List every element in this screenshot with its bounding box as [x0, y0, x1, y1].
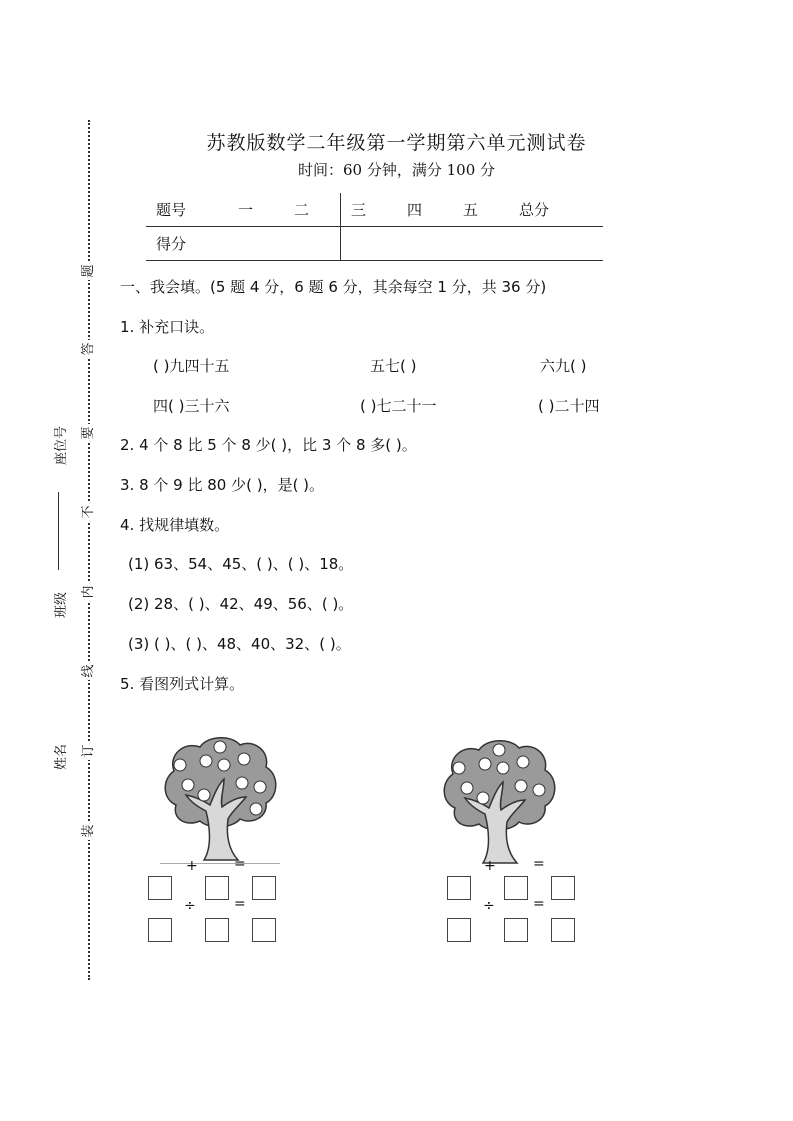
- score-cell[interactable]: [341, 227, 398, 261]
- margin-char-6: 线: [80, 662, 98, 680]
- margin-char-5: 内: [80, 583, 98, 601]
- score-cell[interactable]: [228, 227, 284, 261]
- score-header-cell: 题号: [146, 193, 228, 227]
- answer-box[interactable]: [551, 918, 575, 942]
- margin-char-7: 订: [80, 742, 98, 760]
- divide-sign: ÷: [184, 898, 196, 914]
- page-title: 苏教版数学二年级第一学期第六单元测试卷: [206, 132, 587, 154]
- score-header-cell: 总分: [509, 193, 603, 227]
- class-label: 班级: [54, 591, 69, 618]
- answer-box[interactable]: [205, 876, 229, 900]
- answer-box[interactable]: [447, 876, 471, 900]
- q4-sequence-3: (3) ( )、( )、48、40、32、( )。: [128, 635, 351, 653]
- answer-box[interactable]: [252, 918, 276, 942]
- question-4-title: 4. 找规律填数。: [120, 516, 230, 534]
- plus-sign: +: [186, 858, 198, 874]
- seat-label: 座位号: [54, 425, 69, 465]
- page-subtitle: 时间：60 分钟，满分 100 分: [297, 161, 496, 179]
- margin-char-2: 答: [80, 340, 98, 358]
- score-header-cell: 三: [341, 193, 398, 227]
- answer-box[interactable]: [252, 876, 276, 900]
- binding-dotted-line: [88, 120, 90, 980]
- question-5-title: 5. 看图列式计算。: [120, 675, 245, 693]
- score-table: [146, 193, 603, 261]
- apple-tree-image-left: [158, 735, 282, 865]
- name-label: 姓名: [54, 743, 69, 770]
- plus-sign: +: [484, 858, 496, 874]
- q4-sequence-1: (1) 63、54、45、( )、( )、18。: [128, 555, 354, 573]
- question-2: 2. 4 个 8 比 5 个 8 少( )，比 3 个 8 多( )。: [120, 436, 417, 454]
- score-row-label: 得分: [146, 227, 228, 261]
- divide-sign: ÷: [483, 898, 495, 914]
- equals-sign: =: [533, 856, 545, 872]
- q1-item: ( )二十四: [538, 397, 600, 415]
- answer-box[interactable]: [504, 918, 528, 942]
- margin-char-3: 要: [80, 424, 98, 442]
- answer-box[interactable]: [447, 918, 471, 942]
- answer-box[interactable]: [551, 876, 575, 900]
- apple-tree-image-right: [437, 738, 561, 868]
- equals-sign: =: [533, 896, 545, 912]
- answer-box[interactable]: [148, 876, 172, 900]
- score-cell[interactable]: [284, 227, 341, 261]
- question-1-title: 1. 补充口诀。: [120, 318, 215, 336]
- score-cell[interactable]: [509, 227, 603, 261]
- answer-box[interactable]: [148, 918, 172, 942]
- margin-char-1: 题: [80, 262, 98, 280]
- margin-char-8: 装: [80, 822, 98, 840]
- q1-item: 四( )三十六: [153, 397, 230, 415]
- answer-box[interactable]: [504, 876, 528, 900]
- score-header-cell: 五: [453, 193, 509, 227]
- seat-blank: [58, 492, 59, 570]
- question-3: 3. 8 个 9 比 80 少( )，是( )。: [120, 476, 325, 494]
- equals-sign: =: [234, 856, 246, 872]
- answer-box[interactable]: [205, 918, 229, 942]
- equation-divider: [160, 863, 280, 864]
- score-header-cell: 二: [284, 193, 341, 227]
- score-header-cell: 一: [228, 193, 284, 227]
- score-cell[interactable]: [453, 227, 509, 261]
- q1-item: 五七( ): [370, 357, 417, 375]
- section-heading: 一、我会填。(5 题 4 分，6 题 6 分，其余每空 1 分，共 36 分): [120, 278, 547, 296]
- margin-char-4: 不: [80, 503, 98, 521]
- score-header-cell: 四: [397, 193, 453, 227]
- q1-item: 六九( ): [540, 357, 587, 375]
- q4-sequence-2: (2) 28、( )、42、49、56、( )。: [128, 595, 354, 613]
- q1-item: ( )九四十五: [153, 357, 230, 375]
- q1-item: ( )七二十一: [360, 397, 437, 415]
- score-cell[interactable]: [397, 227, 453, 261]
- equals-sign: =: [234, 896, 246, 912]
